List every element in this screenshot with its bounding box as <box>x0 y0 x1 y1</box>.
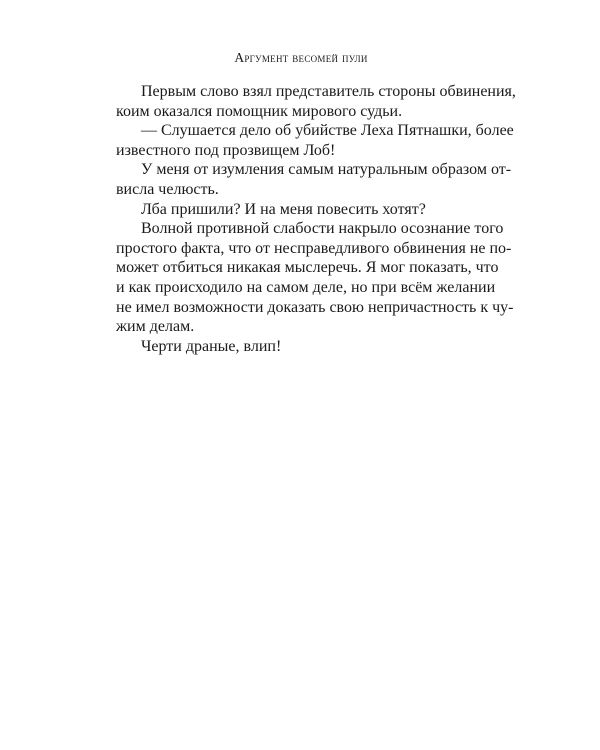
text-line: не имел возможности доказать свою непричастность к чу- <box>116 298 514 316</box>
text-line: может отбиться никакая мыслеречь. Я мог показать, что <box>116 259 499 277</box>
text-line: — Слушается дело об убийстве Леха Пятнашки, более <box>141 122 514 140</box>
text-line: простого факта, что от несправедливого обвинения не по- <box>116 239 512 257</box>
text-line: Волной противной слабости накрыло осознание того <box>141 220 504 238</box>
text-line: и как происходило на самом деле, но при всём желании <box>116 278 496 296</box>
running-head-title: Аргумент весомей пули <box>234 50 368 65</box>
text-line: Лба пришили? И на меня повесить хотят? <box>141 200 426 218</box>
paragraph-3 <box>91 160 512 199</box>
paragraph-2 <box>91 121 514 160</box>
paragraph-5 <box>91 219 514 337</box>
paragraph-4 <box>91 200 472 220</box>
text-line: известного под прозвищем Лоб! <box>116 141 336 159</box>
text-line: жим делам. <box>116 318 195 336</box>
paragraph-1 <box>91 82 516 121</box>
text-line: У меня от изумления самым натуральным образом от- <box>141 161 512 179</box>
paragraph-6 <box>91 337 472 357</box>
body-text <box>91 82 516 356</box>
text-line: Первым слово взял представитель стороны обвинения, <box>141 83 516 100</box>
text-line: коим оказался помощник мирового судьи. <box>116 102 403 120</box>
text-line: висла челюсть. <box>116 180 219 198</box>
text-line: Черти драные, влип! <box>141 337 282 355</box>
